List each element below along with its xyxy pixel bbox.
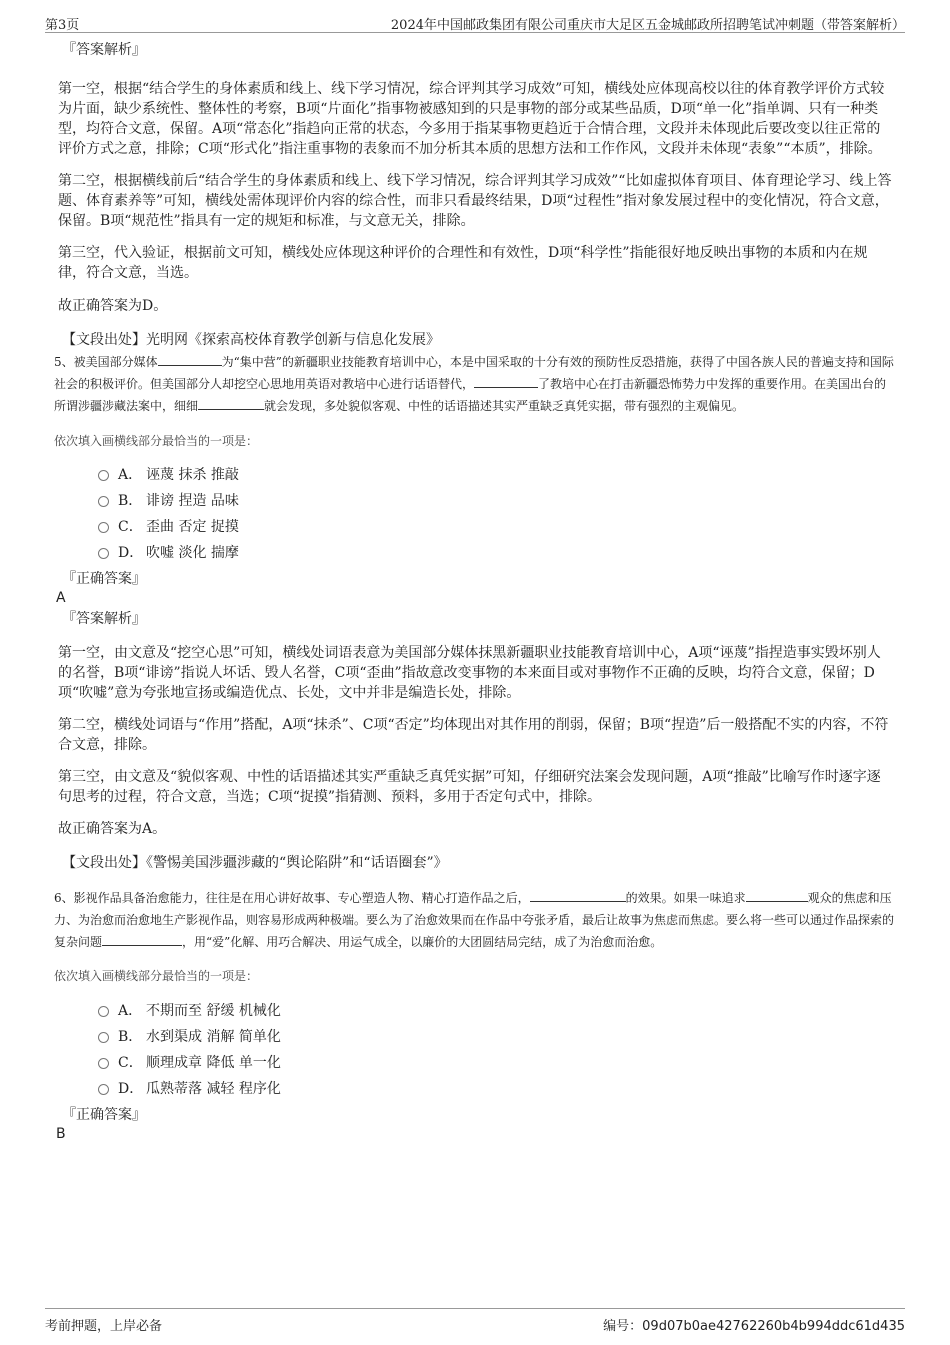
q4-conclusion: 故正确答案为D。 — [58, 298, 168, 314]
radio-icon[interactable] — [98, 1084, 109, 1095]
q6-ask: 依次填入画横线部分最恰当的一项是： — [54, 969, 259, 983]
q6-correct-label: 『正确答案』 — [62, 1107, 146, 1123]
blank-3 — [102, 932, 182, 946]
q4-analysis-p2: 第二空，根据横线前后“结合学生的身体素质和线上、线下学习情况，综合评判其学习成效”“比如虚拟体育项目、体育理论学习、线上答题、体育素养等”可知，横线处需体现评价内容的综合性，而非只看最终结果，D项“过程性”指对象发展过程中的变化情况，符合文意，保留。B项“规范性”指具有一定的规矩和标准，与文意无关，排除。 — [58, 173, 892, 229]
radio-icon[interactable] — [98, 522, 109, 533]
q5-option-c[interactable]: C． 歪曲 否定 捉摸 — [98, 514, 894, 540]
document-body — [54, 40, 895, 1143]
q4-analysis-p3: 第三空，代入验证，根据前文可知，横线处应体现这种评价的合理性和有效性，D项“科学性”指能很好地反映出事物的本质和内在规律，符合文意，当选。 — [58, 245, 868, 281]
q5-analysis-p1: 第一空，由文意及“挖空心思”可知，横线处词语表意为美国部分媒体抹黑新疆职业技能教育培训中心，A项“诬蔑”指捏造事实毁坏别人的名誉，B项“诽谤”指说人坏话、毁人名誉，C项“歪曲”指故意改变事物的本来面目或对事物作不正确的反映，均符合文意，保留；D项“吹嘘”意为夸张地宣扬或编造优点、长处，文中并非是编造长处，排除。 — [58, 645, 881, 701]
radio-icon[interactable] — [98, 496, 109, 507]
q5-option-a[interactable]: A． 诬蔑 抹杀 推敲 — [98, 462, 894, 488]
q4-source: 【文段出处】光明网《探索高校体育教学创新与信息化发展》 — [62, 332, 440, 348]
blank-3 — [198, 396, 264, 410]
page-number: 第3页 — [45, 18, 80, 33]
q6-option-b[interactable]: B． 水到渠成 消解 简单化 — [98, 1024, 894, 1050]
page-footer — [45, 1308, 905, 1339]
blank-2 — [474, 374, 538, 388]
document-code: 编号：09d07b0ae42762260b4b994ddc61d435 — [603, 1319, 905, 1334]
radio-icon[interactable] — [98, 548, 109, 559]
radio-icon[interactable] — [98, 1006, 109, 1017]
q6-option-c[interactable]: C． 顺理成章 降低 单一化 — [98, 1050, 894, 1076]
q5-source: 【文段出处】《警惕美国涉疆涉藏的“舆论陷阱”和“话语圈套”》 — [62, 855, 448, 871]
radio-icon[interactable] — [98, 1058, 109, 1069]
q5-ask: 依次填入画横线部分最恰当的一项是： — [54, 434, 259, 448]
blank-1 — [158, 352, 222, 366]
q5-analysis-label: 『答案解析』 — [62, 611, 146, 627]
q6-option-d[interactable]: D． 瓜熟蒂落 减轻 程序化 — [98, 1076, 894, 1102]
footer-slogan: 考前押题，上岸必备 — [45, 1319, 163, 1334]
q5-option-d[interactable]: D． 吹嘘 淡化 揣摩 — [98, 540, 894, 566]
q5-analysis-p3: 第三空，由文意及“貌似客观、中性的话语描述其实严重缺乏真凭实据”可知，仔细研究法案会发现问题，A项“推敲”比喻写作时逐字逐句思考的过程，符合文意，当选；C项“捉摸”指猜测、预料，多用于否定句式中，排除。 — [58, 769, 881, 805]
radio-icon[interactable] — [98, 1032, 109, 1043]
q5-conclusion: 故正确答案为A。 — [58, 821, 167, 837]
document-title: 2024年中国邮政集团有限公司重庆市大足区五金城邮政所招聘笔试冲刺题（带答案解析） — [390, 18, 905, 33]
q6-stem: 6、影视作品具备治愈能力，往往是在用心讲好故事、专心塑造人物、精心打造作品之后， 的效果。如果一味追求 观众的焦虑和压力、为治愈而治愈地生产影视作品，则容易形成两种极端。要么为了治愈效果而在作品中夸张矛盾，最后让故事为焦虑而焦虑。要么将一些可以通过作品探索的复杂问题 ，用“爱”化解、用巧合解决、用运气成全，以廉价的大团圆结局完结，成了为治愈而治愈。 — [54, 887, 894, 953]
q5-correct-label: 『正确答案』 — [62, 571, 146, 587]
q6-correct-answer: B — [56, 1126, 66, 1142]
q4-analysis-label: 『答案解析』 — [62, 42, 146, 58]
radio-icon[interactable] — [98, 470, 109, 481]
q5-option-b[interactable]: B． 诽谤 捏造 品味 — [98, 488, 894, 514]
q5-stem: 5、被美国部分媒体 为“集中营”的新疆职业技能教育培训中心，本是中国采取的十分有效的预防性反恐措施，获得了中国各族人民的普遍支持和国际社会的积极评价。但美国部分人却挖空心思地用英语对教培中心进行话语替代， 了教培中心在打击新疆恐怖势力中发挥的重要作用。在美国出台的所谓涉疆涉藏法案中，细细 就会发现，多处貌似客观、中性的话语描述其实严重缺乏真凭实据，带有强烈的主观偏见。 — [54, 351, 894, 417]
blank-1 — [530, 888, 626, 902]
q6-option-a[interactable]: A． 不期而至 舒缓 机械化 — [98, 998, 894, 1024]
page-header — [45, 12, 905, 33]
blank-2 — [746, 888, 808, 902]
q6-options — [58, 998, 894, 1102]
q5-analysis-p2: 第二空，横线处词语与“作用”搭配，A项“抹杀”、C项“否定”均体现出对其作用的削弱，保留；B项“捏造”后一般搭配不实的内容，不符合文意，排除。 — [58, 717, 889, 753]
q5-options — [58, 462, 894, 566]
q5-correct-answer: A — [56, 590, 66, 606]
q4-analysis-p1: 第一空，根据“结合学生的身体素质和线上、线下学习情况，综合评判其学习成效”可知，横线处应体现高校以往的体育教学评价方式较为片面，缺少系统性、整体性的考察，B项“片面化”指事物被感知到的只是事物的部分或某些品质，D项“单一化”指单调、只有一种类型，均符合文意，保留。A项“常态化”指趋向正常的状态，今多用于指某事物更趋近于合情合理，文段并未体现此后要改变以往正常的评价方式之意，排除；C项“形式化”指注重事物的表象而不加分析其本质的思想方法和工作作风，文段并未体现“表象”“本质”，排除。 — [58, 81, 885, 157]
